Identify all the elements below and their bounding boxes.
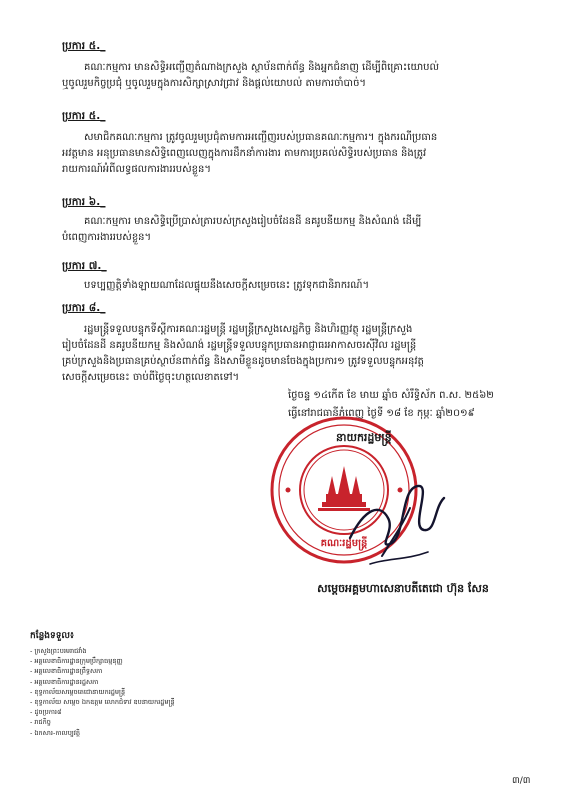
seal-text: គណៈរដ្ឋមន្ត្រី bbox=[320, 538, 368, 549]
recipient-item: - អគ្គលេខាធិការដ្ឋានព្រឹទ្ធសភា bbox=[30, 666, 230, 676]
article-7-heading: ប្រការ ៧._ bbox=[62, 260, 107, 272]
article-8-line-2: រៀបចំដែនដី នគរូបនីយកម្ម និងសំណង់ រដ្ឋមន្ត្រីទទួលបន្ទុកប្រធានអាជ្ញាធរអាកាសចរស៊ីវិល រដ្ឋមន្ត្រី bbox=[62, 340, 417, 351]
article-5b-line-1: សមាជិកគណៈកម្មការ ត្រូវចូលរួមប្រជុំតាមការអញ្ជើញរបស់ប្រធានគណៈកម្មការ។ ក្នុងករណីប្រធាន bbox=[84, 132, 438, 143]
article-5b-line-3: រាយការណ៍អំពីលទ្ធផលការងាររបស់ខ្លួន។ bbox=[62, 164, 211, 175]
article-8-line-3: គ្រប់ក្រសួងនិងប្រធានគ្រប់ស្ថាប័នពាក់ព័ន្ធ និងសាមីខ្លួនដូចមានចែងក្នុងប្រការ១ ត្រូវទទួលបន្ទុកអនុវត្ត bbox=[62, 356, 424, 367]
recipient-item: - អគ្គលេខាធិការដ្ឋានក្រុមប្រឹក្សាធម្មនុញ្ញ bbox=[30, 656, 230, 666]
article-8-body bbox=[62, 322, 514, 386]
article-6-heading: ប្រការ ៦._ bbox=[62, 196, 106, 208]
recipients-title: កន្លែងទទួល៖ bbox=[30, 631, 74, 641]
article-6-line-1: គណៈកម្មការ មានសិទ្ធិប្រើប្រាស់ត្រារបស់ក្រសួងរៀបចំដែនដី នគរូបនីយកម្ម និងសំណង់ ដើម្បី bbox=[84, 216, 422, 227]
article-6-line-2: បំពេញការងាររបស់ខ្លួន។ bbox=[62, 232, 152, 243]
recipient-item: - រាជកិច្ច bbox=[30, 717, 230, 727]
article-5-heading: ប្រការ ៥._ bbox=[62, 40, 106, 52]
recipient-item: - ខុទ្ទកាល័យសម្តេចតេជោនាយករដ្ឋមន្ត្រី bbox=[30, 687, 230, 697]
article-5b-line-2: អវត្តមាន អនុប្រធានមានសិទ្ធិពេញលេញក្នុងការដឹកនាំការងារ តាមការប្រគល់សិទ្ធិរបស់ប្រធាន និងត្រូវ bbox=[62, 148, 427, 159]
signer-name: សម្តេចអគ្គមហាសេនាបតីតេជោ ហ៊ុន សែន bbox=[317, 582, 489, 595]
date-lunar: ថ្ងៃចន្ទ ១៤កើត ខែ មាឃ ឆ្នាំច សំរឹទ្ធិស័ក ព.ស. ២៥៦២ bbox=[288, 390, 494, 401]
article-7-line-1: បទប្បញ្ញត្តិទាំងឡាយណាដែលផ្ទុយនឹងសេចក្តីសម្រេចនេះ ត្រូវទុកជានិរាករណ៍។ bbox=[84, 280, 370, 291]
recipient-item: - ខុទ្ទកាល័យ សម្តេច ឯកឧត្តម លោកជំទាវ ឧបនាយករដ្ឋមន្ត្រី bbox=[30, 697, 230, 707]
article-8-line-1: រដ្ឋមន្ត្រីទទួលបន្ទុកទីស្តីការគណៈរដ្ឋមន្ត្រី រដ្ឋមន្ត្រីក្រសួងសេដ្ឋកិច្ច និងហិរញ្ញវត្ថុ រដ្ឋមន្ត្រីក្រសួង bbox=[84, 324, 413, 335]
handwritten-signature bbox=[340, 468, 450, 578]
article-5-body bbox=[62, 60, 514, 92]
article-5b-body bbox=[62, 130, 514, 178]
page-number: ៣/៣ bbox=[512, 776, 531, 786]
article-6-body bbox=[62, 214, 514, 246]
article-5-line-2: ឬចូលរួមកិច្ចប្រជុំ ឬចូលរួមក្នុងការសិក្សាស្រាវជ្រាវ និងផ្តល់យោបល់ តាមការចាំបាច់។ bbox=[62, 78, 367, 89]
article-8-line-4: សេចក្តីសម្រេចនេះ ចាប់ពីថ្ងៃចុះហត្ថលេខាតទៅ។ bbox=[62, 372, 240, 383]
article-5-line-1: គណៈកម្មការ មានសិទ្ធិអញ្ជើញតំណាងក្រសួង ស្ថាប័នពាក់ព័ន្ធ និងអ្នកជំនាញ ដើម្បីពិគ្រោះយោបល់ bbox=[84, 62, 440, 73]
article-8-heading: ប្រការ ៨._ bbox=[62, 302, 106, 314]
article-7-body bbox=[62, 278, 514, 294]
recipient-item: - ក្រសួងព្រះបរមរាជវាំង bbox=[30, 646, 230, 656]
recipient-item: - ដូចប្រការ៨ bbox=[30, 707, 230, 717]
recipient-item: - ឯកសារ-កាលប្បវត្តិ bbox=[30, 728, 230, 738]
date-solar: ធ្វើនៅរាជធានីភ្នំពេញ ថ្ងៃទី ១៨ ខែ កុម្ភៈ ឆ្នាំ២០១៩ bbox=[288, 408, 475, 419]
article-5b-heading: ប្រការ ៥._ bbox=[62, 110, 106, 122]
recipients-list bbox=[30, 646, 230, 738]
recipient-item: - អគ្គលេខាធិការដ្ឋានរដ្ឋសភា bbox=[30, 677, 230, 687]
signer-title: នាយករដ្ឋមន្ត្រី bbox=[336, 431, 392, 444]
